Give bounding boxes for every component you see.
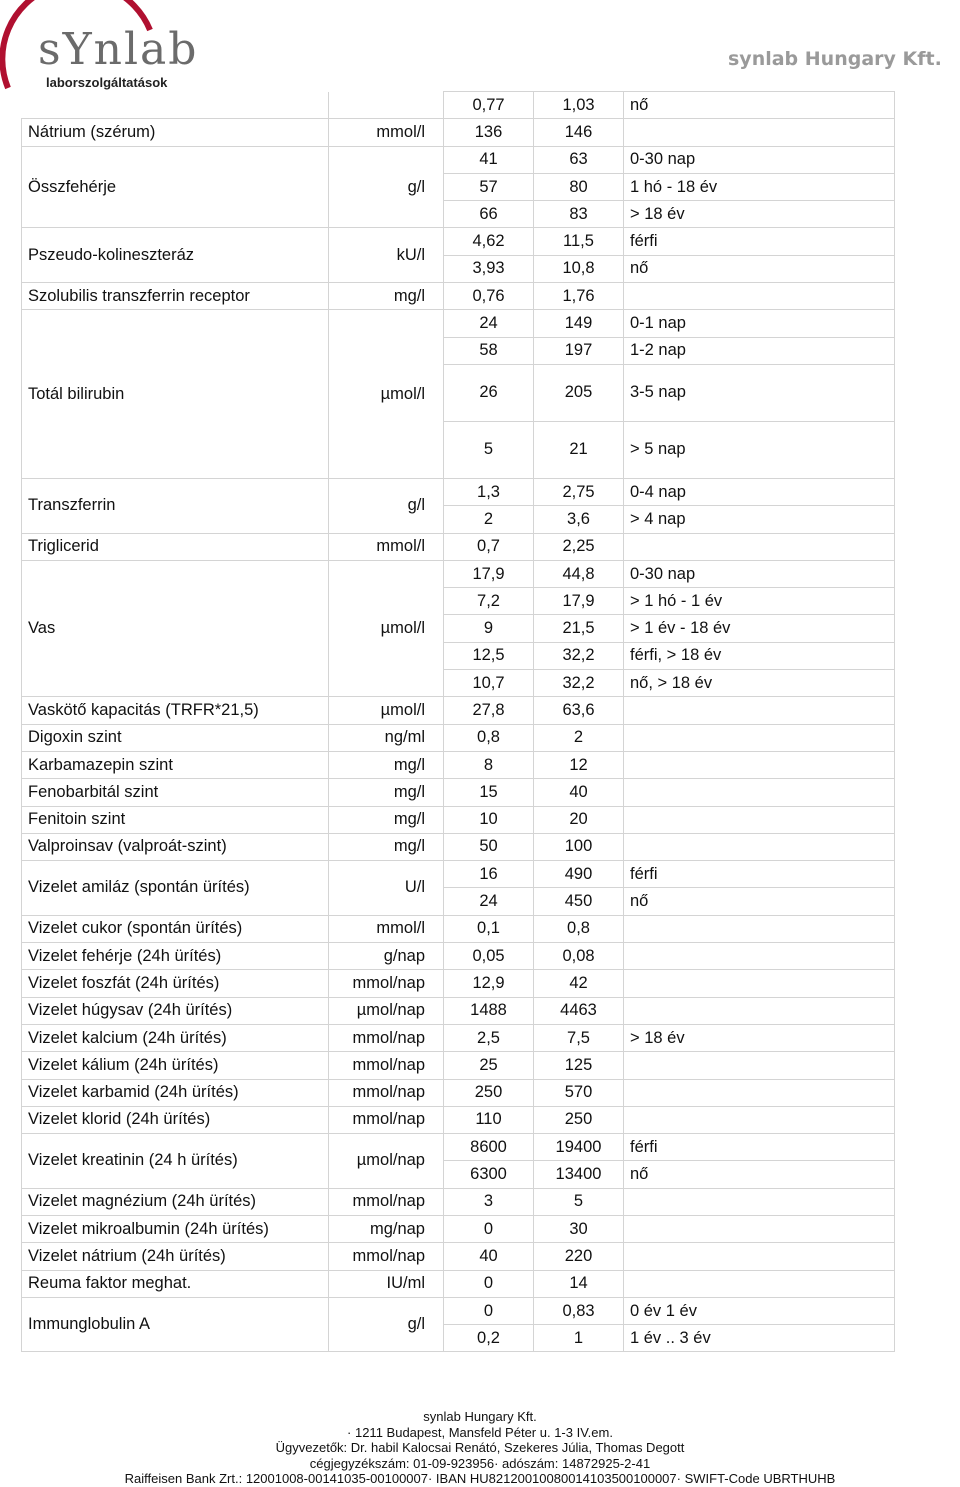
condition-cell: férfi: [624, 1134, 895, 1161]
empty-cell: [329, 92, 444, 119]
test-name-cell: Vizelet karbamid (24h ürítés): [22, 1079, 329, 1106]
lower-limit-cell: 8: [444, 751, 534, 778]
upper-limit-cell: 2,25: [534, 533, 624, 560]
condition-cell: [624, 1106, 895, 1133]
test-name-cell: Digoxin szint: [22, 724, 329, 751]
unit-cell: mg/l: [329, 779, 444, 806]
condition-cell: [624, 970, 895, 997]
upper-limit-cell: 5: [534, 1188, 624, 1215]
upper-limit-cell: 21: [534, 421, 624, 478]
lower-limit-cell: 16: [444, 861, 534, 888]
unit-cell: µmol/l: [329, 310, 444, 479]
company-header: synlab Hungary Kft.: [728, 48, 942, 70]
synlab-logo: [0, 0, 200, 95]
condition-cell: [624, 915, 895, 942]
test-name-cell: Vizelet kalcium (24h ürítés): [22, 1024, 329, 1051]
upper-limit-cell: 149: [534, 310, 624, 337]
table-row: [22, 1024, 895, 1051]
lower-limit-cell: 50: [444, 833, 534, 860]
table-row: [22, 970, 895, 997]
test-name-cell: Vizelet magnézium (24h ürítés): [22, 1188, 329, 1215]
condition-cell: [624, 806, 895, 833]
upper-limit-cell: 21,5: [534, 615, 624, 642]
condition-cell: 0 év 1 év: [624, 1297, 895, 1324]
test-name-cell: Valproinsav (valproát-szint): [22, 833, 329, 860]
upper-limit-cell: 146: [534, 119, 624, 146]
lower-limit-cell: 0: [444, 1270, 534, 1297]
unit-cell: mmol/l: [329, 119, 444, 146]
condition-cell: 1-2 nap: [624, 337, 895, 364]
upper-limit-cell: 7,5: [534, 1024, 624, 1051]
condition-cell: [624, 1215, 895, 1242]
footer-bank: Raiffeisen Bank Zrt.: 12001008-00141035-00100007· IBAN HU82120010080014103500100007· SWIFT-Code UBRTHUHB: [124, 1471, 836, 1486]
test-name-cell: Vizelet kálium (24h ürítés): [22, 1052, 329, 1079]
upper-limit-cell: 42: [534, 970, 624, 997]
unit-cell: mg/l: [329, 833, 444, 860]
table-row: [22, 533, 895, 560]
test-name-cell: Karbamazepin szint: [22, 751, 329, 778]
upper-limit-cell: 197: [534, 337, 624, 364]
upper-limit-cell: 2,75: [534, 478, 624, 505]
test-name-cell: Vizelet fehérje (24h ürítés): [22, 943, 329, 970]
condition-cell: [624, 1052, 895, 1079]
test-name-cell: Immunglobulin A: [22, 1297, 329, 1352]
upper-limit-cell: 63: [534, 146, 624, 173]
table-row: [22, 92, 895, 119]
lower-limit-cell: 250: [444, 1079, 534, 1106]
unit-cell: mg/l: [329, 283, 444, 310]
lower-limit-cell: 7,2: [444, 588, 534, 615]
upper-limit-cell: 490: [534, 861, 624, 888]
table-row: [22, 697, 895, 724]
footer-managers: Ügyvezetők: Dr. habil Kalocsai Renátó, Szekeres Júlia, Thomas Degott: [275, 1440, 685, 1455]
upper-limit-cell: 1,03: [534, 92, 624, 119]
unit-cell: µmol/nap: [329, 997, 444, 1024]
table-row: [22, 915, 895, 942]
unit-cell: mmol/nap: [329, 1024, 444, 1051]
unit-cell: IU/ml: [329, 1270, 444, 1297]
condition-cell: nő: [624, 92, 895, 119]
lower-limit-cell: 15: [444, 779, 534, 806]
condition-cell: > 18 év: [624, 201, 895, 228]
table-row: [22, 478, 895, 505]
empty-cell: [22, 92, 329, 119]
lower-limit-cell: 27,8: [444, 697, 534, 724]
table-row: [22, 1297, 895, 1324]
test-name-cell: Vizelet kreatinin (24 h ürítés): [22, 1134, 329, 1189]
upper-limit-cell: 0,08: [534, 943, 624, 970]
lower-limit-cell: 0,2: [444, 1325, 534, 1352]
table-row: [22, 1243, 895, 1270]
upper-limit-cell: 40: [534, 779, 624, 806]
condition-cell: 0-30 nap: [624, 146, 895, 173]
test-name-cell: Pszeudo-kolineszteráz: [22, 228, 329, 283]
lower-limit-cell: 136: [444, 119, 534, 146]
table-row: [22, 833, 895, 860]
condition-cell: nő, > 18 év: [624, 670, 895, 697]
unit-cell: mmol/nap: [329, 1243, 444, 1270]
unit-cell: µmol/l: [329, 560, 444, 696]
table-row: [22, 119, 895, 146]
lower-limit-cell: 66: [444, 201, 534, 228]
condition-cell: 3-5 nap: [624, 364, 895, 421]
unit-cell: mmol/l: [329, 533, 444, 560]
footer-address: · 1211 Budapest, Mansfeld Péter u. 1-3 IV.em.: [347, 1424, 613, 1440]
unit-cell: mmol/nap: [329, 1052, 444, 1079]
unit-cell: g/l: [329, 478, 444, 533]
condition-cell: nő: [624, 1161, 895, 1188]
upper-limit-cell: 205: [534, 364, 624, 421]
upper-limit-cell: 17,9: [534, 588, 624, 615]
upper-limit-cell: 4463: [534, 997, 624, 1024]
table-row: [22, 751, 895, 778]
upper-limit-cell: 3,6: [534, 506, 624, 533]
upper-limit-cell: 0,8: [534, 915, 624, 942]
lower-limit-cell: 24: [444, 310, 534, 337]
upper-limit-cell: 570: [534, 1079, 624, 1106]
table-row: [22, 724, 895, 751]
lower-limit-cell: 0,76: [444, 283, 534, 310]
upper-limit-cell: 13400: [534, 1161, 624, 1188]
lower-limit-cell: 10: [444, 806, 534, 833]
test-name-cell: Fenitoin szint: [22, 806, 329, 833]
lower-limit-cell: 12,9: [444, 970, 534, 997]
upper-limit-cell: 30: [534, 1215, 624, 1242]
test-name-cell: Vizelet klorid (24h ürítés): [22, 1106, 329, 1133]
unit-cell: mmol/nap: [329, 1188, 444, 1215]
table-row: [22, 228, 895, 255]
lower-limit-cell: 25: [444, 1052, 534, 1079]
lower-limit-cell: 0: [444, 1297, 534, 1324]
unit-cell: µmol/l: [329, 697, 444, 724]
lower-limit-cell: 0,8: [444, 724, 534, 751]
lower-limit-cell: 5: [444, 421, 534, 478]
unit-cell: ng/ml: [329, 724, 444, 751]
test-name-cell: Totál bilirubin: [22, 310, 329, 479]
condition-cell: 0-1 nap: [624, 310, 895, 337]
lower-limit-cell: 57: [444, 173, 534, 200]
condition-cell: > 1 év - 18 év: [624, 615, 895, 642]
condition-cell: [624, 779, 895, 806]
condition-cell: férfi: [624, 861, 895, 888]
unit-cell: mmol/l: [329, 915, 444, 942]
upper-limit-cell: 32,2: [534, 642, 624, 669]
table-row: [22, 146, 895, 173]
condition-cell: [624, 283, 895, 310]
lower-limit-cell: 1488: [444, 997, 534, 1024]
lower-limit-cell: 9: [444, 615, 534, 642]
condition-cell: [624, 833, 895, 860]
test-name-cell: Triglicerid: [22, 533, 329, 560]
lower-limit-cell: 0: [444, 1215, 534, 1242]
condition-cell: [624, 1243, 895, 1270]
upper-limit-cell: 125: [534, 1052, 624, 1079]
table-row: [22, 310, 895, 337]
test-name-cell: Transzferrin: [22, 478, 329, 533]
test-name-cell: Vizelet húgysav (24h ürítés): [22, 997, 329, 1024]
lower-limit-cell: 24: [444, 888, 534, 915]
condition-cell: [624, 997, 895, 1024]
table-row: [22, 560, 895, 587]
lower-limit-cell: 0,05: [444, 943, 534, 970]
test-name-cell: Összfehérje: [22, 146, 329, 228]
table-row: [22, 997, 895, 1024]
condition-cell: nő: [624, 888, 895, 915]
unit-cell: g/l: [329, 146, 444, 228]
unit-cell: kU/l: [329, 228, 444, 283]
lower-limit-cell: 41: [444, 146, 534, 173]
test-name-cell: Nátrium (szérum): [22, 119, 329, 146]
test-name-cell: Vas: [22, 560, 329, 696]
lower-limit-cell: 110: [444, 1106, 534, 1133]
condition-cell: [624, 697, 895, 724]
lower-limit-cell: 10,7: [444, 670, 534, 697]
test-name-cell: Vaskötő kapacitás (TRFR*21,5): [22, 697, 329, 724]
upper-limit-cell: 32,2: [534, 670, 624, 697]
condition-cell: 0-4 nap: [624, 478, 895, 505]
lower-limit-cell: 0,77: [444, 92, 534, 119]
upper-limit-cell: 1: [534, 1325, 624, 1352]
condition-cell: 0-30 nap: [624, 560, 895, 587]
condition-cell: férfi, > 18 év: [624, 642, 895, 669]
table-row: [22, 1215, 895, 1242]
lower-limit-cell: 3: [444, 1188, 534, 1215]
logo-name: sYnlab: [38, 24, 199, 75]
lower-limit-cell: 6300: [444, 1161, 534, 1188]
test-name-cell: Vizelet nátrium (24h ürítés): [22, 1243, 329, 1270]
lower-limit-cell: 17,9: [444, 560, 534, 587]
lower-limit-cell: 2: [444, 506, 534, 533]
unit-cell: mmol/nap: [329, 1079, 444, 1106]
unit-cell: µmol/nap: [329, 1134, 444, 1189]
condition-cell: [624, 119, 895, 146]
lower-limit-cell: 40: [444, 1243, 534, 1270]
table-row: [22, 861, 895, 888]
table-row: [22, 1134, 895, 1161]
unit-cell: g/nap: [329, 943, 444, 970]
test-name-cell: Vizelet amiláz (spontán ürítés): [22, 861, 329, 916]
condition-cell: > 4 nap: [624, 506, 895, 533]
lower-limit-cell: 0,1: [444, 915, 534, 942]
upper-limit-cell: 2: [534, 724, 624, 751]
condition-cell: [624, 1188, 895, 1215]
table-row: [22, 779, 895, 806]
reference-table-body: [22, 92, 895, 1352]
unit-cell: U/l: [329, 861, 444, 916]
table-row: [22, 1188, 895, 1215]
condition-cell: > 5 nap: [624, 421, 895, 478]
condition-cell: [624, 1270, 895, 1297]
condition-cell: [624, 533, 895, 560]
test-name-cell: Reuma faktor meghat.: [22, 1270, 329, 1297]
lower-limit-cell: 12,5: [444, 642, 534, 669]
table-row: [22, 1079, 895, 1106]
upper-limit-cell: 20: [534, 806, 624, 833]
lower-limit-cell: 58: [444, 337, 534, 364]
upper-limit-cell: 83: [534, 201, 624, 228]
table-row: [22, 283, 895, 310]
footer-registration: cégjegyzékszám: 01-09-923956· adószám: 14872925-2-41: [309, 1455, 651, 1471]
lower-limit-cell: 8600: [444, 1134, 534, 1161]
lower-limit-cell: 4,62: [444, 228, 534, 255]
upper-limit-cell: 19400: [534, 1134, 624, 1161]
test-name-cell: Szolubilis transzferrin receptor: [22, 283, 329, 310]
condition-cell: nő: [624, 255, 895, 282]
upper-limit-cell: 0,83: [534, 1297, 624, 1324]
upper-limit-cell: 44,8: [534, 560, 624, 587]
condition-cell: [624, 1079, 895, 1106]
lower-limit-cell: 26: [444, 364, 534, 421]
unit-cell: mg/nap: [329, 1215, 444, 1242]
upper-limit-cell: 220: [534, 1243, 624, 1270]
test-name-cell: Vizelet cukor (spontán ürítés): [22, 915, 329, 942]
table-row: [22, 806, 895, 833]
table-row: [22, 943, 895, 970]
upper-limit-cell: 63,6: [534, 697, 624, 724]
condition-cell: 1 hó - 18 év: [624, 173, 895, 200]
upper-limit-cell: 14: [534, 1270, 624, 1297]
condition-cell: férfi: [624, 228, 895, 255]
table-row: [22, 1052, 895, 1079]
lower-limit-cell: 2,5: [444, 1024, 534, 1051]
unit-cell: mg/l: [329, 806, 444, 833]
condition-cell: [624, 751, 895, 778]
upper-limit-cell: 250: [534, 1106, 624, 1133]
test-name-cell: Vizelet foszfát (24h ürítés): [22, 970, 329, 997]
lower-limit-cell: 1,3: [444, 478, 534, 505]
upper-limit-cell: 80: [534, 173, 624, 200]
table-row: [22, 1106, 895, 1133]
table-row: [22, 1270, 895, 1297]
page-footer: [0, 1409, 960, 1487]
upper-limit-cell: 10,8: [534, 255, 624, 282]
condition-cell: [624, 943, 895, 970]
logo-subtitle: laborszolgáltatások: [46, 75, 168, 90]
upper-limit-cell: 450: [534, 888, 624, 915]
lower-limit-cell: 3,93: [444, 255, 534, 282]
upper-limit-cell: 12: [534, 751, 624, 778]
upper-limit-cell: 100: [534, 833, 624, 860]
condition-cell: [624, 724, 895, 751]
test-name-cell: Vizelet mikroalbumin (24h ürítés): [22, 1215, 329, 1242]
condition-cell: > 1 hó - 1 év: [624, 588, 895, 615]
condition-cell: 1 év .. 3 év: [624, 1325, 895, 1352]
test-name-cell: Fenobarbitál szint: [22, 779, 329, 806]
unit-cell: mg/l: [329, 751, 444, 778]
unit-cell: mmol/nap: [329, 970, 444, 997]
lower-limit-cell: 0,7: [444, 533, 534, 560]
condition-cell: > 18 év: [624, 1024, 895, 1051]
footer-company: synlab Hungary Kft.: [423, 1409, 537, 1424]
reference-values-table: [21, 91, 895, 1352]
unit-cell: g/l: [329, 1297, 444, 1352]
unit-cell: mmol/nap: [329, 1106, 444, 1133]
upper-limit-cell: 11,5: [534, 228, 624, 255]
upper-limit-cell: 1,76: [534, 283, 624, 310]
